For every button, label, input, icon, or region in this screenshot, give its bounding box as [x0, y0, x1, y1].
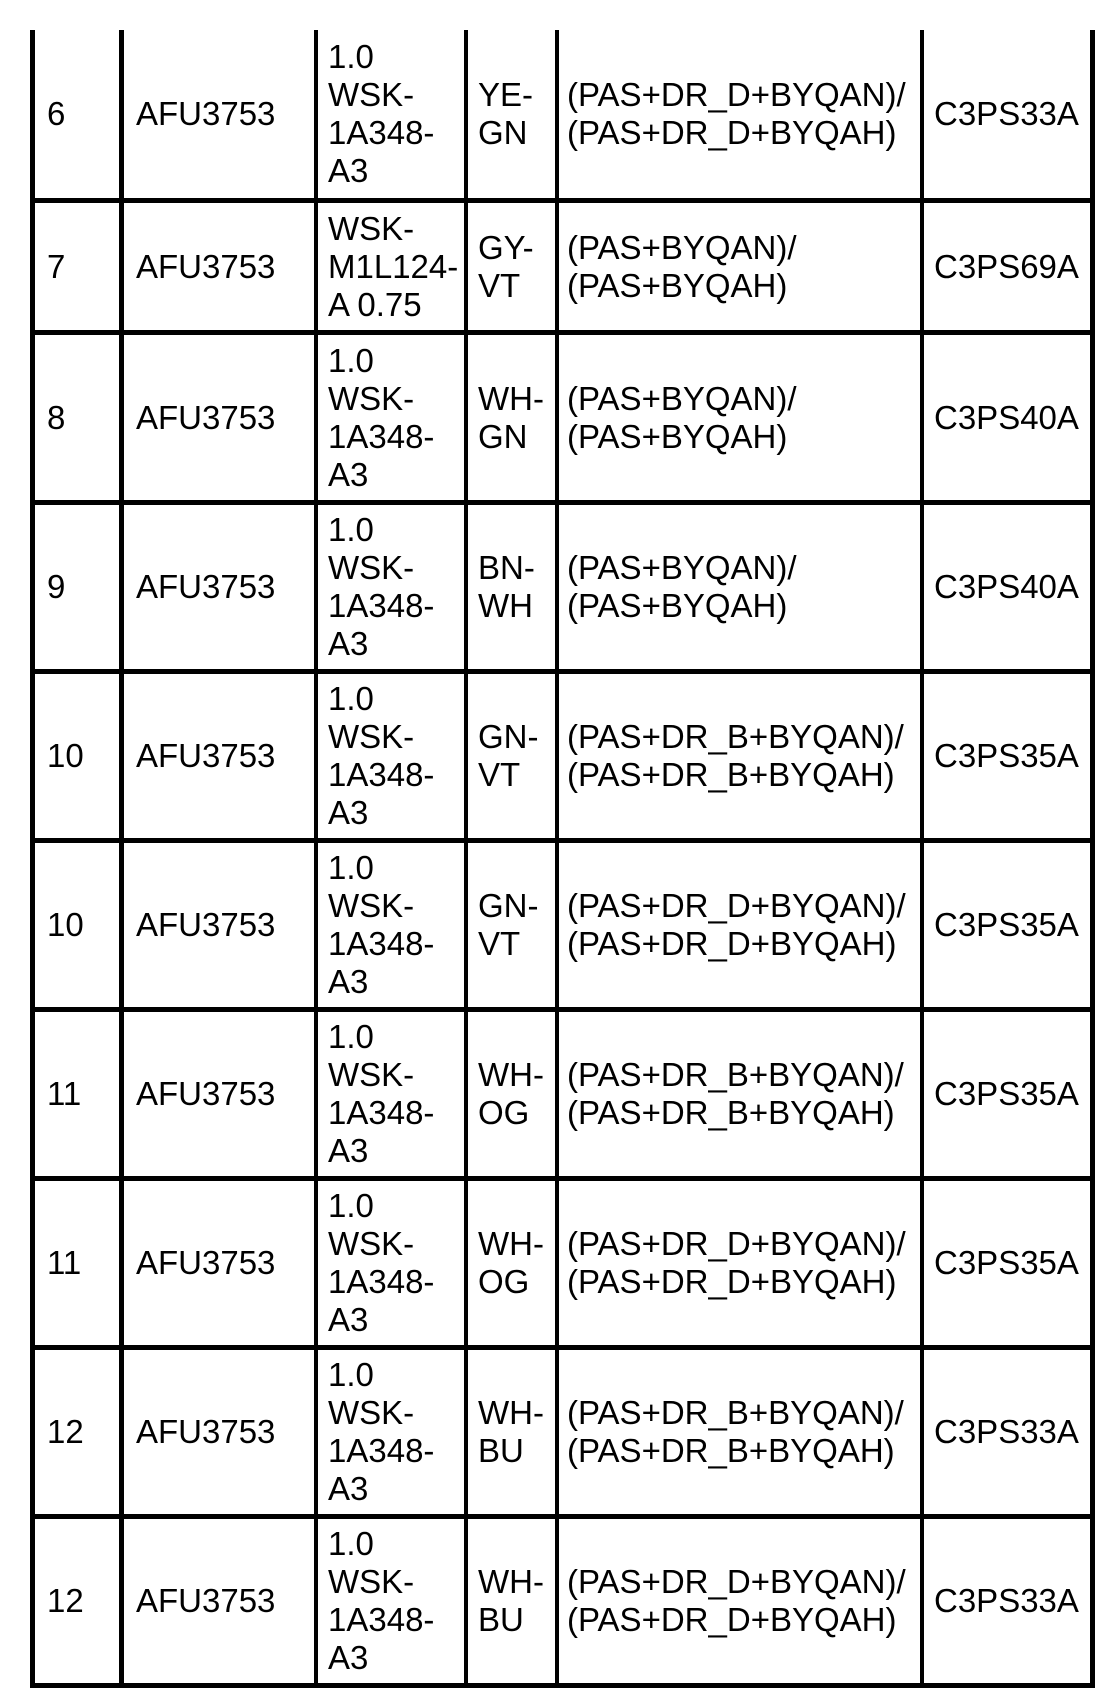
connector-value: C3PS40A — [934, 568, 1079, 605]
wire-color-line: WH- — [478, 379, 544, 417]
connector-cell — [934, 674, 1088, 838]
connector-value: C3PS35A — [934, 737, 1079, 774]
wire-spec-line: 1A348- — [328, 417, 435, 455]
wire-spec-line: WSK- — [328, 1056, 415, 1093]
wire-spec-line: 1.0 — [328, 341, 374, 379]
wire-color-line: GY- — [478, 228, 534, 266]
item-number-value: 11 — [47, 1075, 82, 1112]
wire-spec-cell — [328, 1012, 462, 1176]
circuit-line: (PAS+DR_D+BYQAN)/ — [567, 887, 906, 924]
item-number-value: 11 — [47, 1244, 82, 1281]
wire-spec-cell — [328, 505, 462, 669]
connector-value: C3PS33A — [934, 95, 1079, 132]
circuit-line: (PAS+DR_B+BYQAH) — [567, 1094, 895, 1131]
item-number-value: 10 — [47, 737, 84, 774]
wire-color-line: YE- — [478, 76, 534, 113]
wire-spec-line: 1A348- — [328, 925, 435, 962]
wire-spec-line: A3 — [328, 625, 369, 662]
connector-cell — [934, 1519, 1088, 1683]
part-number-value: AFU3753 — [136, 247, 276, 285]
wire-spec-line: A3 — [328, 152, 369, 189]
wire-spec-cell — [328, 203, 462, 330]
wire-spec-line: 1A348- — [328, 756, 435, 793]
circuit-cell — [567, 335, 918, 500]
connector-value: C3PS35A — [934, 906, 1079, 943]
circuit-line: (PAS+DR_D+BYQAH) — [567, 1601, 897, 1638]
wire-spec-line: WSK- — [328, 379, 415, 417]
wire-color-cell — [478, 30, 553, 198]
wire-spec-line: A 0.75 — [328, 285, 422, 323]
wire-color-line: WH- — [478, 1563, 544, 1600]
circuit-line: (PAS+DR_B+BYQAH) — [567, 1432, 895, 1469]
wire-spec-line: WSK- — [328, 1225, 415, 1262]
wire-spec-line: 1.0 — [328, 38, 374, 75]
wire-spec-line: 1A348- — [328, 114, 435, 151]
wire-spec-line: 1A348- — [328, 1432, 435, 1469]
wire-spec-cell — [328, 30, 462, 198]
wire-spec-line: A3 — [328, 794, 369, 831]
table-row — [0, 505, 1120, 669]
wire-spec-line: 1.0 — [328, 511, 374, 548]
circuit-cell — [567, 1012, 918, 1176]
item-number-value: 12 — [47, 1413, 84, 1450]
wire-color-line: GN — [478, 114, 528, 151]
circuit-line: (PAS+DR_B+BYQAH) — [567, 756, 895, 793]
wire-spec-line: M1L124- — [328, 247, 459, 285]
wire-color-line: VT — [478, 925, 521, 962]
wire-color-cell — [478, 505, 553, 669]
part-number-value: AFU3753 — [136, 1413, 276, 1450]
table-row — [0, 674, 1120, 838]
circuit-line: (PAS+DR_D+BYQAH) — [567, 1263, 897, 1300]
item-number-cell — [47, 674, 117, 838]
wire-spec-line: 1A348- — [328, 1094, 435, 1131]
wire-spec-line: WSK- — [328, 1394, 415, 1431]
wire-spec-line: WSK- — [328, 718, 415, 755]
connector-value: C3PS35A — [934, 1075, 1079, 1112]
part-number-cell — [136, 843, 312, 1007]
wire-spec-line: WSK- — [328, 887, 415, 924]
wire-color-line: WH- — [478, 1056, 544, 1093]
circuit-cell — [567, 203, 918, 330]
wire-spec-line: WSK- — [328, 549, 415, 586]
item-number-value: 10 — [47, 906, 84, 943]
wire-color-line: WH — [478, 587, 533, 624]
wire-spec-cell — [328, 335, 462, 500]
wire-spec-line: 1.0 — [328, 849, 374, 886]
connector-cell — [934, 30, 1088, 198]
part-number-cell — [136, 505, 312, 669]
circuit-line: (PAS+DR_B+BYQAN)/ — [567, 1394, 904, 1431]
circuit-line: (PAS+BYQAN)/ — [567, 379, 797, 417]
wire-spec-line: 1.0 — [328, 1187, 374, 1224]
circuit-line: (PAS+DR_D+BYQAN)/ — [567, 76, 906, 113]
item-number-cell — [47, 203, 117, 330]
connector-cell — [934, 843, 1088, 1007]
wire-spec-cell — [328, 1181, 462, 1345]
item-number-value: 8 — [47, 398, 66, 436]
circuit-line: (PAS+BYQAN)/ — [567, 549, 797, 586]
wire-spec-line: 1A348- — [328, 587, 435, 624]
wire-spec-cell — [328, 1519, 462, 1683]
connector-value: C3PS35A — [934, 1244, 1079, 1281]
wire-spec-line: A3 — [328, 1470, 369, 1507]
part-number-value: AFU3753 — [136, 1582, 276, 1619]
wire-spec-line: 1A348- — [328, 1601, 435, 1638]
connector-cell — [934, 203, 1088, 330]
wire-color-line: BU — [478, 1432, 524, 1469]
part-number-cell — [136, 1350, 312, 1514]
connector-cell — [934, 505, 1088, 669]
wire-color-line: WH- — [478, 1225, 544, 1262]
table-row — [0, 843, 1120, 1007]
wire-spec-line: WSK- — [328, 76, 415, 113]
table-row — [0, 1519, 1120, 1683]
wire-color-cell — [478, 674, 553, 838]
wire-spec-line: WSK- — [328, 209, 415, 247]
wire-spec-cell — [328, 1350, 462, 1514]
circuit-line: (PAS+DR_D+BYQAH) — [567, 925, 897, 962]
item-number-cell — [47, 1181, 117, 1345]
table-row — [0, 1350, 1120, 1514]
wire-spec-line: A3 — [328, 1301, 369, 1338]
connector-value: C3PS33A — [934, 1582, 1079, 1619]
wire-spec-line: WSK- — [328, 1563, 415, 1600]
circuit-line: (PAS+DR_D+BYQAN)/ — [567, 1225, 906, 1262]
part-number-cell — [136, 1012, 312, 1176]
wire-spec-line: 1.0 — [328, 1525, 374, 1562]
wire-spec-line: A3 — [328, 963, 369, 1000]
part-number-cell — [136, 1181, 312, 1345]
part-number-cell — [136, 30, 312, 198]
circuit-cell — [567, 1350, 918, 1514]
circuit-cell — [567, 1519, 918, 1683]
connector-cell — [934, 335, 1088, 500]
wire-spec-line: A3 — [328, 455, 369, 493]
wire-color-cell — [478, 203, 553, 330]
part-number-cell — [136, 1519, 312, 1683]
circuit-cell — [567, 505, 918, 669]
wire-color-cell — [478, 1350, 553, 1514]
wire-color-cell — [478, 1012, 553, 1176]
table-row — [0, 203, 1120, 330]
item-number-cell — [47, 1519, 117, 1683]
circuit-line: (PAS+BYQAH) — [567, 266, 788, 304]
circuit-line: (PAS+DR_B+BYQAN)/ — [567, 718, 904, 755]
wire-spec-line: 1.0 — [328, 680, 374, 717]
item-number-value: 12 — [47, 1582, 84, 1619]
wire-color-line: GN- — [478, 718, 539, 755]
wire-color-line: GN- — [478, 887, 539, 924]
table-bottom-rule — [30, 1683, 1095, 1688]
part-number-value: AFU3753 — [136, 1244, 276, 1281]
wire-spec-line: 1.0 — [328, 1018, 374, 1055]
part-number-value: AFU3753 — [136, 1075, 276, 1112]
item-number-cell — [47, 335, 117, 500]
part-number-value: AFU3753 — [136, 95, 276, 132]
wire-color-line: OG — [478, 1094, 530, 1131]
wire-color-line: WH- — [478, 1394, 544, 1431]
circuit-cell — [567, 674, 918, 838]
wire-color-line: BN- — [478, 549, 535, 586]
circuit-line: (PAS+BYQAH) — [567, 587, 788, 624]
item-number-cell — [47, 843, 117, 1007]
wire-spec-line: 1A348- — [328, 1263, 435, 1300]
part-number-value: AFU3753 — [136, 398, 276, 436]
item-number-value: 9 — [47, 568, 66, 605]
circuit-cell — [567, 30, 918, 198]
part-number-cell — [136, 335, 312, 500]
connector-value: C3PS40A — [934, 398, 1079, 436]
part-number-value: AFU3753 — [136, 906, 276, 943]
circuit-line: (PAS+DR_D+BYQAH) — [567, 114, 897, 151]
table-row — [0, 335, 1120, 500]
part-number-cell — [136, 203, 312, 330]
wire-spec-line: A3 — [328, 1132, 369, 1169]
part-number-cell — [136, 674, 312, 838]
circuit-cell — [567, 843, 918, 1007]
wire-color-cell — [478, 1181, 553, 1345]
wire-color-cell — [478, 335, 553, 500]
wire-color-line: OG — [478, 1263, 530, 1300]
wire-spec-line: A3 — [328, 1639, 369, 1676]
item-number-cell — [47, 1350, 117, 1514]
wire-color-line: VT — [478, 266, 521, 304]
item-number-cell — [47, 505, 117, 669]
wire-color-cell — [478, 843, 553, 1007]
item-number-cell — [47, 1012, 117, 1176]
circuit-line: (PAS+BYQAN)/ — [567, 228, 797, 266]
part-number-value: AFU3753 — [136, 568, 276, 605]
wire-color-line: BU — [478, 1601, 524, 1638]
item-number-value: 7 — [47, 247, 66, 285]
wire-spec-cell — [328, 674, 462, 838]
wire-color-cell — [478, 1519, 553, 1683]
circuit-cell — [567, 1181, 918, 1345]
wire-color-line: VT — [478, 756, 521, 793]
item-number-value: 6 — [47, 95, 66, 132]
connector-cell — [934, 1350, 1088, 1514]
table-row — [0, 30, 1120, 198]
table-row — [0, 1181, 1120, 1345]
circuit-line: (PAS+BYQAH) — [567, 417, 788, 455]
connector-value: C3PS69A — [934, 247, 1079, 285]
connector-cell — [934, 1181, 1088, 1345]
circuit-line: (PAS+DR_D+BYQAN)/ — [567, 1563, 906, 1600]
connector-value: C3PS33A — [934, 1413, 1079, 1450]
item-number-cell — [47, 30, 117, 198]
table-row — [0, 1012, 1120, 1176]
wire-spec-cell — [328, 843, 462, 1007]
circuit-line: (PAS+DR_B+BYQAN)/ — [567, 1056, 904, 1093]
wire-color-line: GN — [478, 417, 528, 455]
connector-cell — [934, 1012, 1088, 1176]
part-number-value: AFU3753 — [136, 737, 276, 774]
wire-spec-line: 1.0 — [328, 1356, 374, 1393]
